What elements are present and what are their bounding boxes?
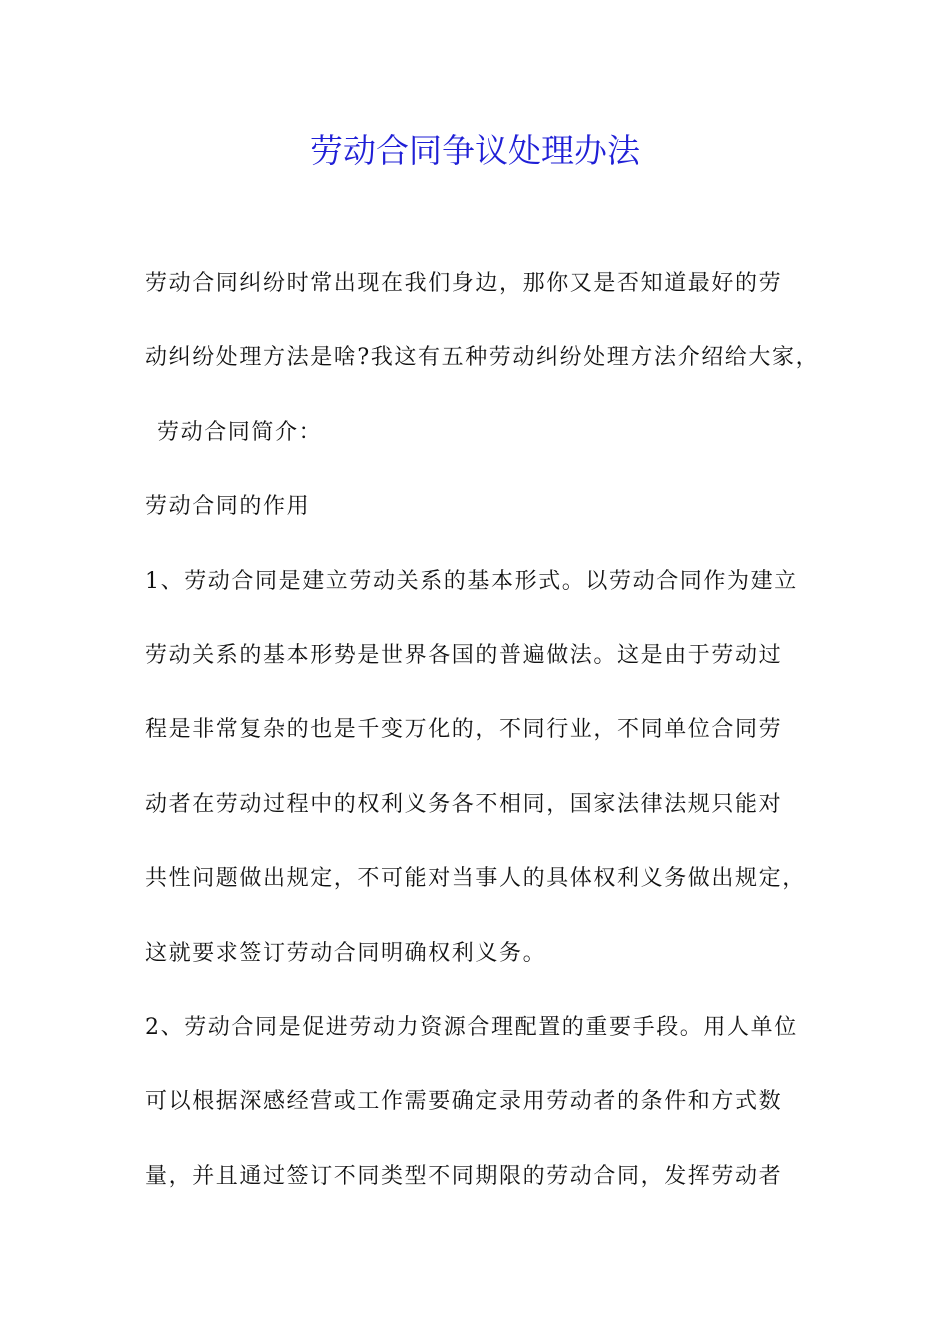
document-title: 劳动合同争议处理办法 — [310, 131, 640, 170]
body-line-1: 劳动合同纠纷时常出现在我们身边，那你又是否知道最好的劳 — [145, 271, 783, 296]
body-line-8: 动者在劳动过程中的权利义务各不相同，国家法律法规只能对 — [145, 791, 783, 817]
body-line-7: 程是非常复杂的也是千变万化的，不同行业，不同单位合同劳 — [145, 717, 783, 743]
body-line-12: 可以根据深感经营或工作需要确定录用劳动者的条件和方式数 — [145, 1089, 783, 1115]
body-line-13: 量，并且通过签订不同类型不同期限的劳动合同，发挥劳动者 — [145, 1163, 783, 1189]
body-line-6: 劳动关系的基本形势是世界各国的普遍做法。这是由于劳动过 — [145, 642, 783, 668]
body-line-9: 共性问题做出规定，不可能对当事人的具体权利义务做出规定， — [145, 866, 806, 892]
section-heading-intro: 劳动合同简介： — [157, 419, 323, 445]
section-heading-role: 劳动合同的作用 — [145, 494, 311, 520]
body-line-11: 2、劳动合同是促进劳动力资源合理配置的重要手段。用人单位 — [145, 1014, 798, 1040]
document-body — [145, 262, 820, 1229]
body-line-10: 这就要求签订劳动合同明确权利义务。 — [145, 940, 547, 966]
body-line-5: 1、劳动合同是建立劳动关系的基本形式。以劳动合同作为建立 — [145, 568, 798, 594]
body-line-2: 动纠纷处理方法是啥?我这有五种劳动纠纷处理方法介绍给大家， — [145, 345, 820, 371]
